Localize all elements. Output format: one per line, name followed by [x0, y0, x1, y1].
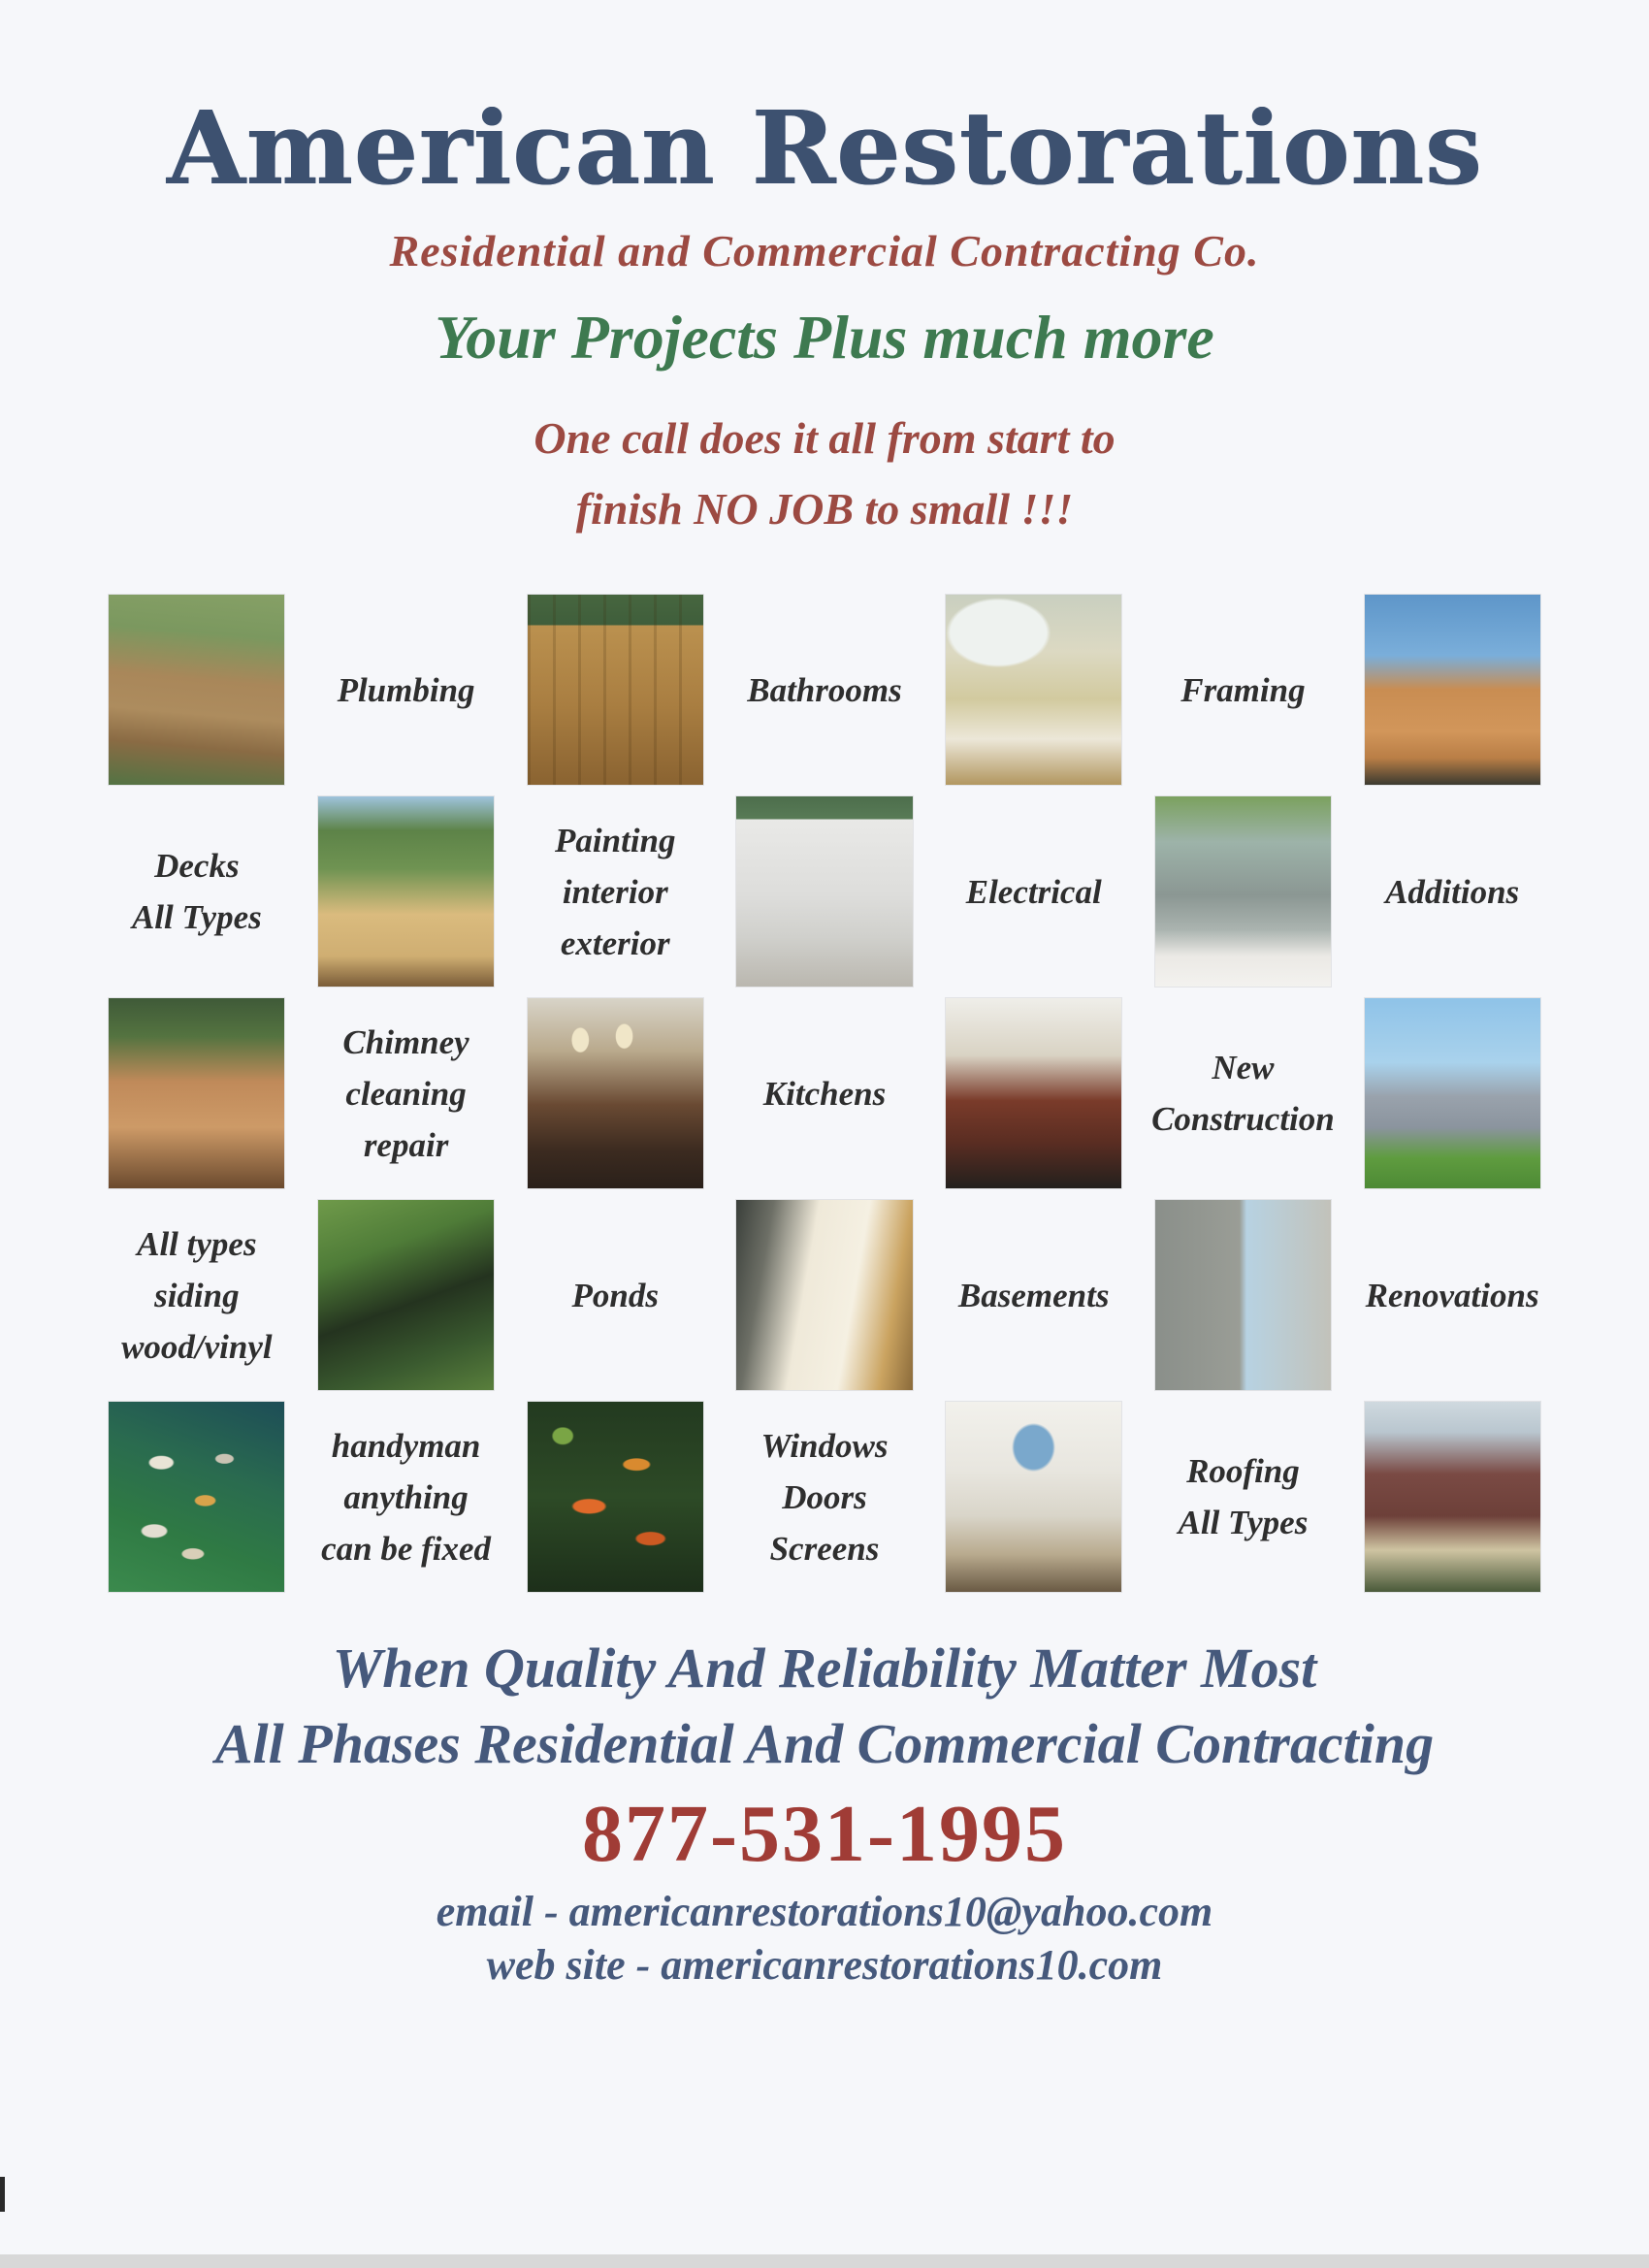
service-label-line: All types	[137, 1224, 257, 1263]
service-label-line: Kitchens	[762, 1074, 887, 1113]
service-label-line: Electrical	[965, 872, 1102, 911]
service-label	[725, 1402, 924, 1592]
services-grid-row	[97, 1402, 1552, 1592]
service-label-line: interior	[562, 872, 668, 911]
service-label	[1352, 1200, 1552, 1390]
service-label-line: Bathrooms	[747, 670, 902, 709]
service-label-line: Doors	[782, 1477, 867, 1516]
page-subtitle: Residential and Commercial Contracting Co.	[389, 226, 1260, 275]
service-label-line: Plumbing	[337, 670, 475, 709]
quality-line: When Quality And Reliability Matter Most	[332, 1636, 1317, 1700]
photo-bathroom-tub	[946, 595, 1121, 785]
service-label-line: Painting	[555, 821, 676, 859]
photo-white-vanity	[736, 796, 912, 987]
service-label-line: Screens	[769, 1529, 880, 1568]
services-grid-row	[97, 595, 1552, 785]
photo-deck-playset	[109, 595, 284, 785]
service-label-line: exterior	[560, 923, 670, 962]
bottom-scan-edge	[0, 2254, 1649, 2268]
flyer-footer	[0, 1635, 1649, 1992]
service-label-line: wood/vinyl	[121, 1327, 273, 1366]
service-label	[1352, 796, 1552, 987]
photo-old-houses	[1155, 1200, 1331, 1390]
photo-garden-pond	[318, 1200, 494, 1390]
service-label-line: anything	[343, 1477, 469, 1516]
pitch-line-2: finish NO JOB to small !!!	[575, 484, 1074, 534]
service-label-line: can be fixed	[321, 1529, 492, 1568]
photo-sunroom	[736, 1200, 912, 1390]
website-line: web site - americanrestorations10.com	[486, 1941, 1163, 1990]
services-grid-row	[97, 998, 1552, 1188]
service-label-line: Construction	[1151, 1100, 1335, 1138]
tagline: Your Projects Plus much more	[435, 303, 1214, 372]
service-label	[1144, 998, 1343, 1188]
scan-artifact	[0, 2177, 5, 2212]
photo-white-kitchen	[946, 1402, 1121, 1592]
service-label-line: New	[1212, 1049, 1275, 1086]
service-label-line: All Types	[131, 898, 262, 936]
service-label-line: All Types	[1178, 1504, 1309, 1541]
email-line: email - americanrestorations10@yahoo.com	[436, 1888, 1213, 1936]
flyer-header	[0, 0, 1649, 535]
photo-koi-pond	[109, 1402, 284, 1592]
phases-line: All Phases Residential And Commercial Contracting	[214, 1711, 1435, 1775]
photo-bathroom-cabinets	[528, 595, 703, 785]
service-label-line: siding	[154, 1276, 240, 1314]
service-label	[934, 1200, 1134, 1390]
service-label	[934, 796, 1134, 987]
service-label-line: repair	[363, 1125, 449, 1164]
service-label-line: cleaning	[345, 1074, 467, 1113]
photo-victorian-porch	[1155, 796, 1331, 987]
service-label	[725, 595, 924, 785]
phone-number: 877-531-1995	[582, 1789, 1067, 1880]
service-label-line: Decks	[154, 847, 240, 885]
service-label-line: Windows	[760, 1426, 889, 1465]
service-label	[1144, 595, 1343, 785]
photo-backyard-patio	[318, 796, 494, 987]
service-label-line: Chimney	[342, 1022, 469, 1061]
service-label	[515, 1200, 715, 1390]
service-label	[1144, 1402, 1343, 1592]
service-label	[725, 998, 924, 1188]
service-label	[307, 1402, 506, 1592]
service-label-line: Framing	[1180, 670, 1306, 709]
service-label-line: Basements	[957, 1276, 1110, 1314]
photo-koi-fish	[528, 1402, 703, 1592]
photo-log-deck	[109, 998, 284, 1188]
page-title: American Restorations	[166, 88, 1483, 208]
service-label-line: Ponds	[571, 1276, 660, 1314]
service-label-line: Roofing	[1186, 1452, 1300, 1490]
service-label	[97, 1200, 297, 1390]
photo-kitchen-island	[946, 998, 1121, 1188]
photo-kitchen-bar	[528, 998, 703, 1188]
services-grid	[97, 595, 1552, 1592]
pitch-line-1: One call does it all from start to	[534, 413, 1116, 463]
photo-house-framing	[1365, 595, 1540, 785]
service-label	[307, 595, 506, 785]
service-label	[515, 796, 715, 987]
service-label-line: Additions	[1385, 872, 1520, 911]
photo-roof-house	[1365, 1402, 1540, 1592]
services-grid-row	[97, 796, 1552, 987]
service-label	[307, 998, 506, 1188]
services-grid-row	[97, 1200, 1552, 1390]
photo-palm-house	[1365, 998, 1540, 1188]
service-label-line: Renovations	[1365, 1276, 1539, 1314]
service-label	[97, 796, 297, 987]
service-label-line: handyman	[331, 1426, 481, 1465]
